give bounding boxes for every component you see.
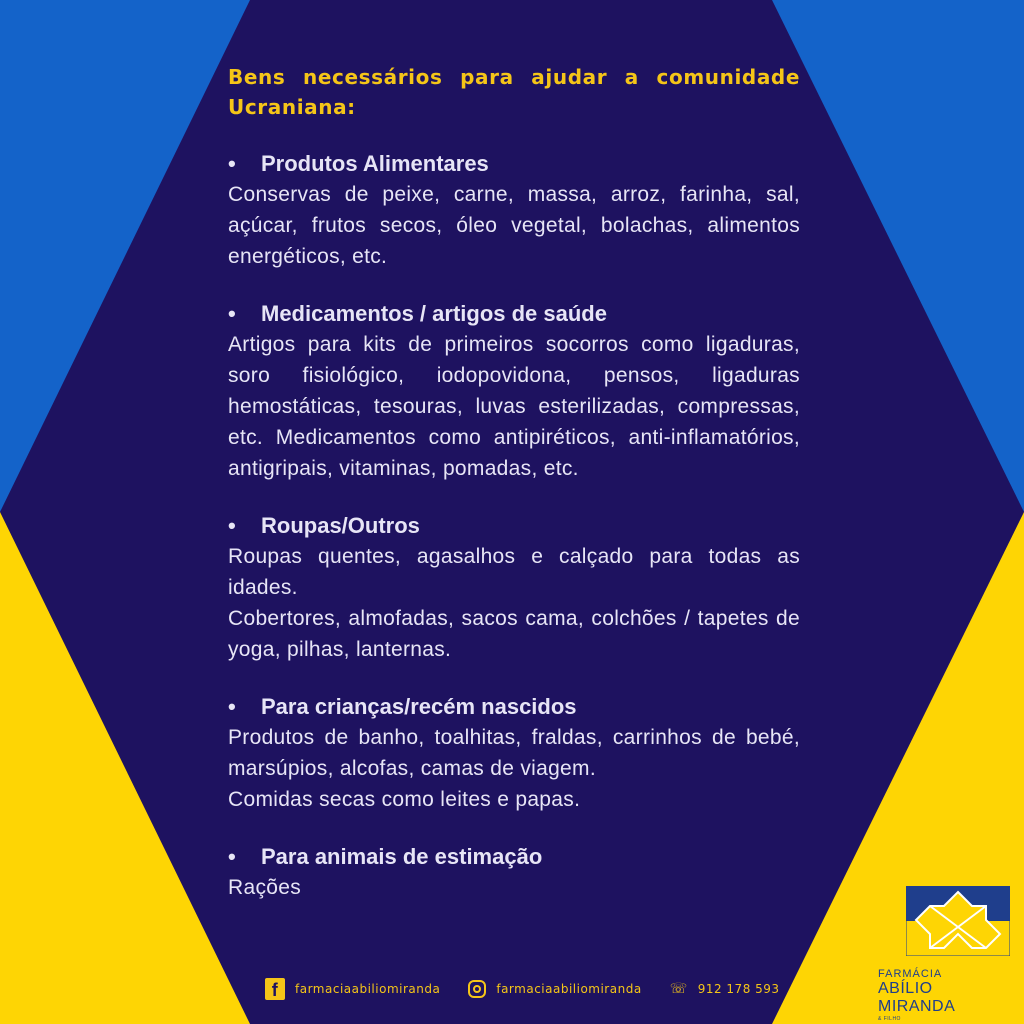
section xyxy=(228,511,800,665)
section-heading xyxy=(228,692,800,722)
facebook-icon: f xyxy=(265,978,285,1000)
section xyxy=(228,692,800,815)
section-description xyxy=(228,179,800,272)
section-heading xyxy=(228,511,800,541)
bullet-icon: • xyxy=(228,513,236,538)
bullet-icon: • xyxy=(228,694,236,719)
section-description xyxy=(228,722,800,815)
section-heading-text: Roupas/Outros xyxy=(261,513,420,538)
logo-line3: & FILHO xyxy=(878,1016,901,1022)
section xyxy=(228,149,800,272)
page-title: Bens necessários para ajudar a comunidade Ucraniana: xyxy=(228,65,800,119)
description-line: Comidas secas como leites e papas. xyxy=(228,788,581,811)
logo-line1: FARMÁCIA xyxy=(878,968,943,980)
section-heading xyxy=(228,842,800,872)
instagram-link[interactable] xyxy=(468,980,641,998)
section-description xyxy=(228,541,800,665)
footer xyxy=(265,978,808,1000)
description-line: Conservas de peixe, carne, massa, arroz, farinha, sal, açúcar, frutos secos, óleo vegetal, bolachas, alimentos energéticos, etc. xyxy=(228,183,800,268)
logo-line2: ABÍLIO MIRANDA xyxy=(878,980,956,1015)
sections-list xyxy=(228,149,800,903)
description-line: Produtos de banho, toalhitas, fraldas, carrinhos de bebé, marsúpios, alcofas, camas de viagem. xyxy=(228,726,800,780)
instagram-handle: farmaciaabiliomiranda xyxy=(496,982,642,996)
bullet-icon: • xyxy=(228,301,236,326)
section-description xyxy=(228,872,800,903)
section-heading-text: Medicamentos / artigos de saúde xyxy=(261,301,607,326)
description-line: Roupas quentes, agasalhos e calçado para todas as idades. xyxy=(228,545,800,599)
bullet-icon: • xyxy=(228,151,236,176)
section-heading-text: Para animais de estimação xyxy=(261,844,543,869)
section-description xyxy=(228,329,800,484)
instagram-icon xyxy=(468,980,486,998)
phone-icon: ☏ xyxy=(669,981,688,997)
description-line: Cobertores, almofadas, sacos cama, colchões / tapetes de yoga, pilhas, lanternas. xyxy=(228,607,800,661)
section xyxy=(228,299,800,484)
facebook-link[interactable] xyxy=(265,978,440,1000)
section xyxy=(228,842,800,903)
description-line: Rações xyxy=(228,876,302,899)
phone-number: 912 178 593 xyxy=(697,982,780,996)
section-heading-text: Para crianças/recém nascidos xyxy=(261,694,577,719)
section-heading-text: Produtos Alimentares xyxy=(261,151,489,176)
bullet-icon: • xyxy=(228,844,236,869)
facebook-handle: farmaciaabiliomiranda xyxy=(295,982,441,996)
section-heading xyxy=(228,299,800,329)
content-area xyxy=(228,62,800,930)
phone-link[interactable] xyxy=(670,981,780,997)
description-line: Artigos para kits de primeiros socorros como ligaduras, soro fisiológico, iodopovidona, pensos, ligaduras hemostáticas, tesouras, luvas esterilizadas, compressas, etc. Medicamentos como antipiréticos, anti-inflamatórios, antigripais, vitaminas, pomadas, etc. xyxy=(228,333,800,480)
pharmacy-logo xyxy=(878,886,1014,1022)
cross-logo-icon xyxy=(906,886,1010,956)
section-heading xyxy=(228,149,800,179)
